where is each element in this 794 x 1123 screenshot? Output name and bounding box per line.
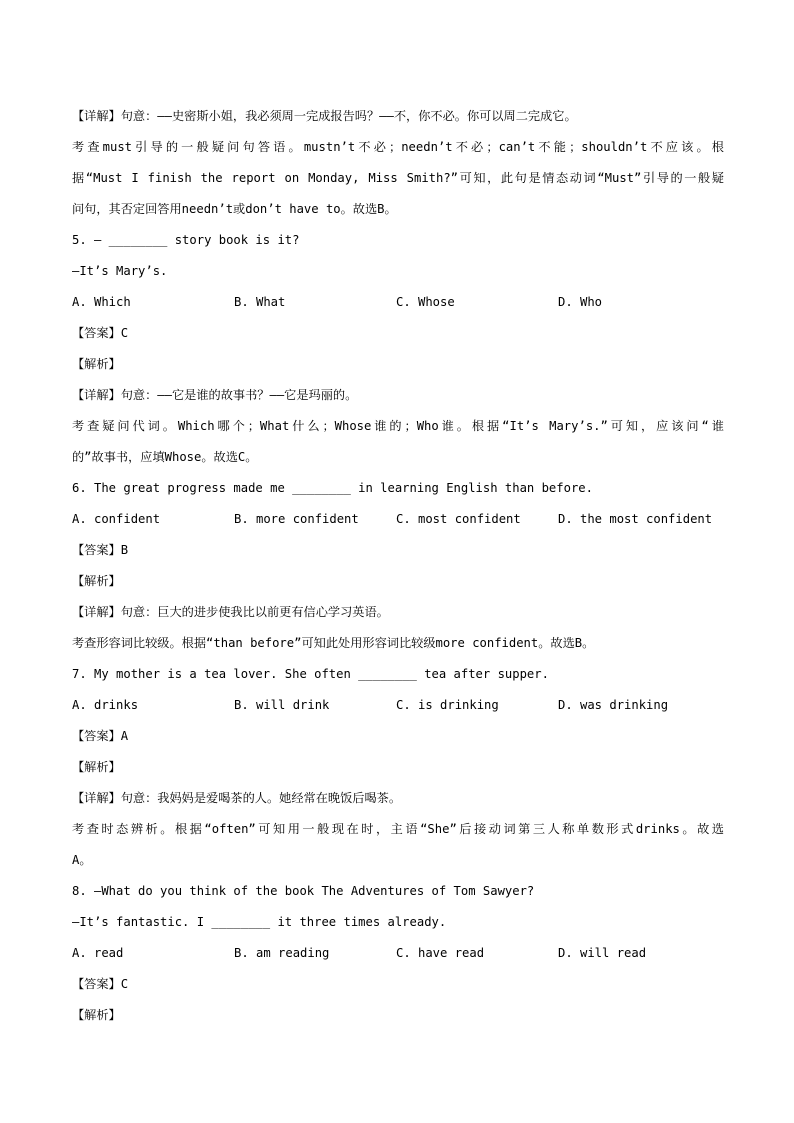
q4-explain-line: 据“Must I finish the report on Monday, Miss Smith?”可知，此句是情态动词“Must”引导的一般疑 (72, 171, 724, 185)
q6-option-b: B. more confident (234, 512, 359, 526)
q6-detail: 【详解】句意：巨大的进步使我比以前更有信心学习英语。 (72, 605, 389, 619)
q5-explain-line: 考查疑问代词。Which哪个；What什么；Whose谁的；Who谁。根据“It’s Mary’s.”可知，应该问“谁 (72, 419, 724, 433)
q6-analysis-heading: 【解析】 (72, 574, 121, 588)
q7-options (72, 690, 724, 721)
q5-answer: 【答案】C (72, 326, 129, 340)
q7-option-a: A. drinks (72, 698, 139, 712)
q4-explain-line: 问句，其否定回答用needn’t或don’t have to。故选B。 (72, 202, 397, 216)
q8-stem-reply: —It’s fantastic. I ________ it three times already. (72, 915, 447, 929)
q5-explain-line: 的”故事书，应填Whose。故选C。 (72, 450, 258, 464)
q6-option-d: D. the most confident (558, 512, 713, 526)
q6-stem: 6. The great progress made me ________ in learning English than before. (72, 481, 593, 495)
q7-explain-line: A。 (72, 853, 92, 867)
q8-option-c: C. have read (396, 946, 485, 960)
q5-option-c: C. Whose (396, 295, 455, 309)
q7-stem: 7. My mother is a tea lover. She often ________ tea after supper. (72, 667, 549, 681)
q7-explain-line: 考查时态辨析。根据“often”可知用一般现在时，主语“She”后接动词第三人称单数形式drinks。故选 (72, 822, 724, 836)
q4-explain-line: 考查must引导的一般疑问句答语。mustn’t不必；needn’t不必；can’t不能；shouldn’t不应该。根 (72, 140, 724, 154)
document-content (72, 101, 724, 1031)
q8-option-b: B. am reading (234, 946, 330, 960)
q5-stem: 5. — ________ story book is it? (72, 233, 300, 247)
q7-option-d: D. was drinking (558, 698, 669, 712)
q5-option-a: A. Which (72, 295, 131, 309)
q7-option-c: C. is drinking (396, 698, 499, 712)
q5-options (72, 287, 724, 318)
q8-option-a: A. read (72, 946, 124, 960)
q6-explain-line: 考查形容词比较级。根据“than before”可知此处用形容词比较级more confident。故选B。 (72, 636, 595, 650)
q5-stem-reply: —It’s Mary’s. (72, 264, 168, 278)
q7-detail: 【详解】句意：我妈妈是爱喝茶的人。她经常在晚饭后喝茶。 (72, 791, 402, 805)
q7-option-b: B. will drink (234, 698, 330, 712)
q6-answer: 【答案】B (72, 543, 129, 557)
q5-option-d: D. Who (558, 295, 603, 309)
q8-analysis-heading: 【解析】 (72, 1008, 121, 1022)
q7-answer: 【答案】A (72, 729, 129, 743)
q7-analysis-heading: 【解析】 (72, 760, 121, 774)
q8-stem: 8. —What do you think of the book The Adventures of Tom Sawyer? (72, 884, 535, 898)
q5-detail: 【详解】句意：——它是谁的故事书？——它是玛丽的。 (72, 388, 358, 402)
q4-detail: 【详解】句意：——史密斯小姐，我必须周一完成报告吗？——不，你不必。你可以周二完成它。 (72, 109, 577, 123)
q6-options (72, 504, 724, 535)
q6-option-a: A. confident (72, 512, 161, 526)
q8-options (72, 938, 724, 969)
q5-analysis-heading: 【解析】 (72, 357, 121, 371)
q8-option-d: D. will read (558, 946, 647, 960)
q5-option-b: B. What (234, 295, 286, 309)
q6-option-c: C. most confident (396, 512, 521, 526)
q8-answer: 【答案】C (72, 977, 129, 991)
